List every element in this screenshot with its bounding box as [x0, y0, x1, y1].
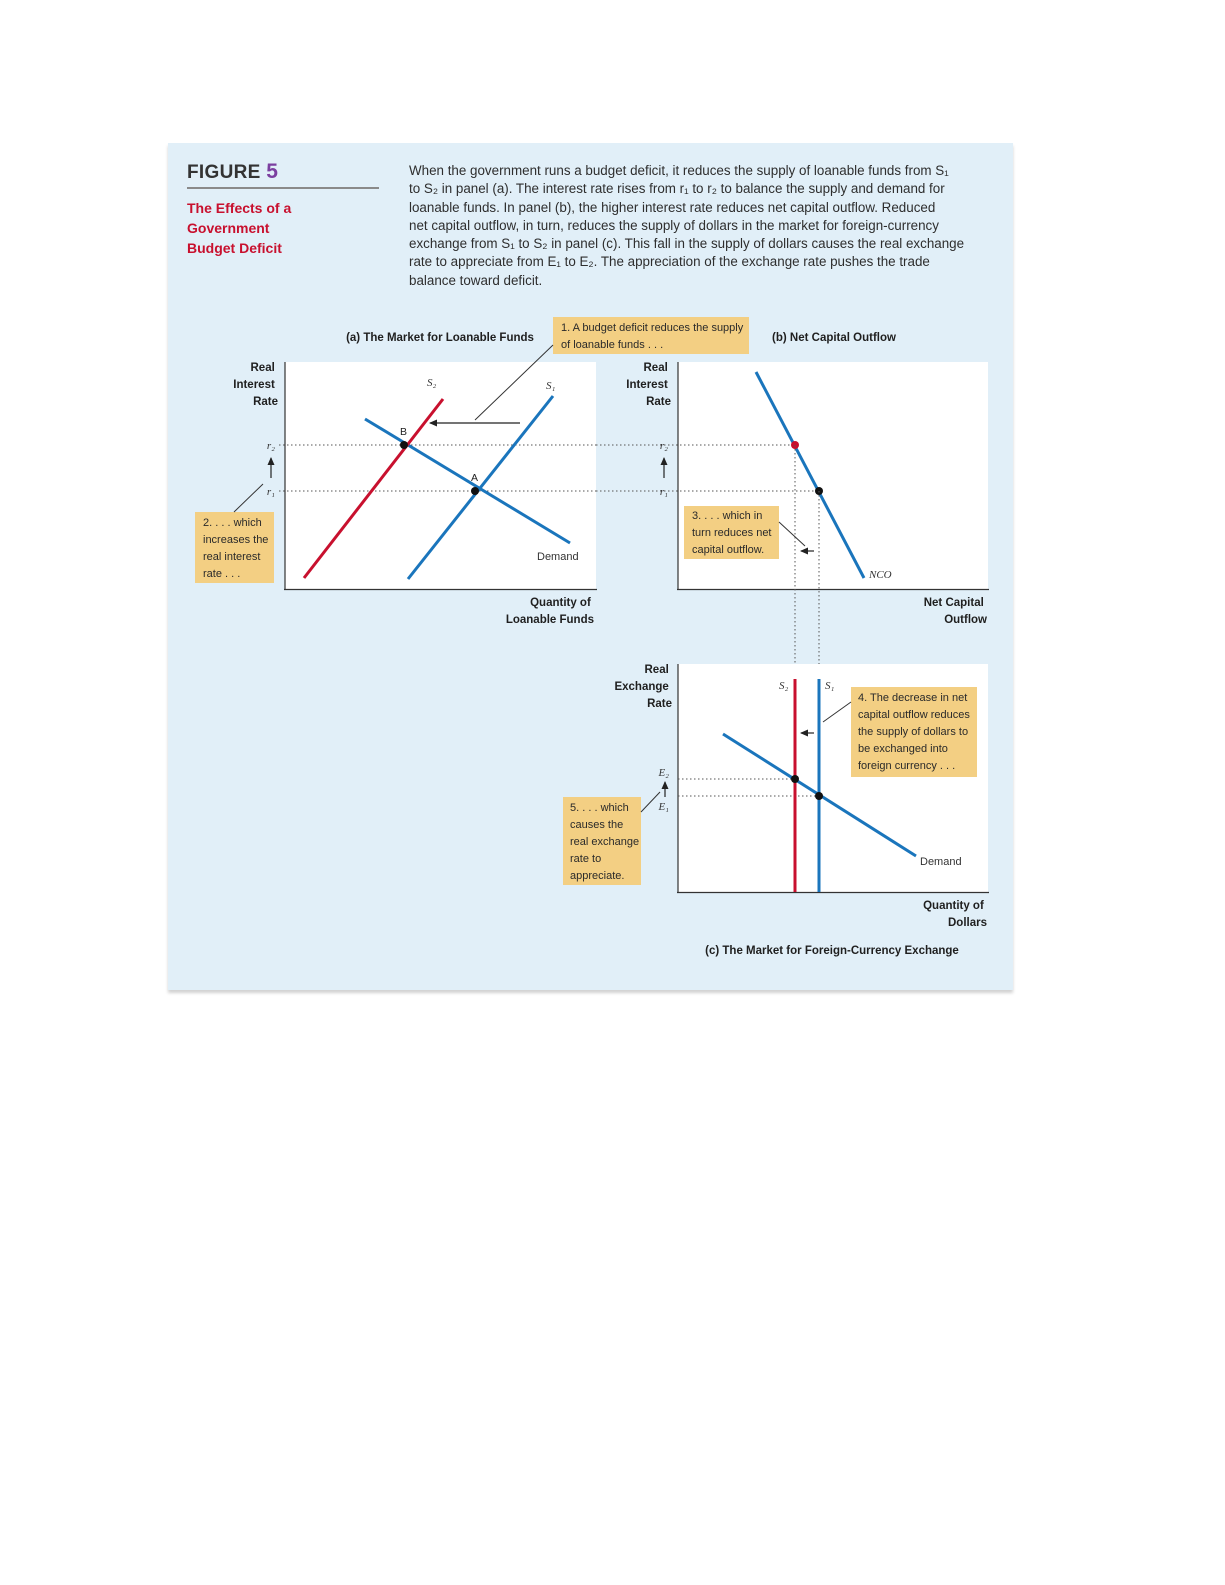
panel-a-equilibrium-a [471, 487, 479, 495]
panel-b-y-label: Real Interest Rate [626, 362, 671, 408]
panel-b-nco-label: NCO [869, 569, 892, 581]
panel-a-point-b-label: B [400, 426, 408, 438]
note-2-text: 2. . . . which increases the real interest rate . . . [203, 517, 269, 580]
panel-a-s1-label: S₁ [546, 380, 556, 392]
caption-line: to S₂ in panel (a). The interest rate rises from r₁ to r₂ to balance the supply and demand for [409, 181, 945, 197]
panel-c-y-label: Real Exchange Rate [614, 664, 672, 710]
panel-c-point-e2 [791, 775, 799, 783]
caption-line: When the government runs a budget deficit, it reduces the supply of loanable funds from S₁ [409, 163, 949, 178]
panel-a-r1-label: r₁ [266, 486, 275, 498]
panel-b-x-label: Net Capital Outflow [923, 597, 987, 626]
note-4-text: 4. The decrease in net capital outflow reduces the supply of dollars to be exchanged into foreign currency . . . [858, 692, 970, 772]
note-5 [563, 792, 660, 885]
panel-c-s1-label: S₁ [825, 680, 835, 692]
figure-title-line: The Effects of a Government [187, 200, 292, 236]
panel-b [596, 332, 989, 626]
panel-a [233, 332, 597, 626]
panel-a-demand-label: Demand [537, 551, 579, 563]
panel-c-e1-label: E₁ [658, 801, 669, 813]
figure-label-word: FIGURE [187, 162, 261, 183]
panel-a-title: (a) The Market for Loanable Funds [346, 332, 534, 344]
caption-line: rate to appreciate from E₁ to E₂. The appreciation of the exchange rate pushes the trade [409, 254, 930, 270]
figure-number: 5 [266, 160, 279, 183]
note-3-text: 3. . . . which in turn reduces net capital outflow. [692, 510, 772, 556]
panel-c-x-label: Quantity of Dollars [923, 900, 987, 929]
note-5-text: 5. . . . which causes the real exchange rate to appreciate. [570, 802, 640, 882]
panel-a-point-a-label: A [471, 472, 479, 484]
caption-line: exchange from S₁ to S₂ in panel (c). This fall in the supply of dollars causes the real exchange [409, 236, 965, 252]
panel-c-demand-label: Demand [920, 856, 962, 868]
panel-a-y-label: Real Interest Rate [233, 362, 278, 408]
panel-b-title: (b) Net Capital Outflow [772, 332, 896, 344]
panel-a-x-label: Quantity of Loanable Funds [505, 597, 594, 626]
note-2 [195, 484, 274, 583]
panel-c-title: (c) The Market for Foreign-Currency Exchange [705, 945, 959, 957]
note-1-text: 1. A budget deficit reduces the supply of loanable funds . . . [561, 322, 744, 351]
note-5-leader [641, 792, 660, 812]
caption-line: net capital outflow, in turn, reduces the supply of dollars in the market for foreign-currency [409, 217, 939, 233]
panel-b-r2-label: r₂ [659, 440, 668, 452]
panel-a-s2-label: S₂ [427, 377, 437, 389]
caption-line: loanable funds. In panel (b), the higher interest rate reduces net capital outflow. Reduced [409, 199, 936, 215]
panel-a-r2-label: r₂ [266, 440, 275, 452]
panel-c-s2-label: S₂ [779, 680, 789, 692]
panel-c-point-e1 [815, 792, 823, 800]
panel-b-r1-label: r₁ [659, 486, 668, 498]
caption-line: balance toward deficit. [409, 272, 543, 288]
figure-title-line: Budget Deficit [187, 240, 282, 256]
panel-a-equilibrium-b [400, 441, 408, 449]
note-2-leader [234, 484, 263, 512]
panel-c-e2-label: E₂ [658, 767, 669, 779]
